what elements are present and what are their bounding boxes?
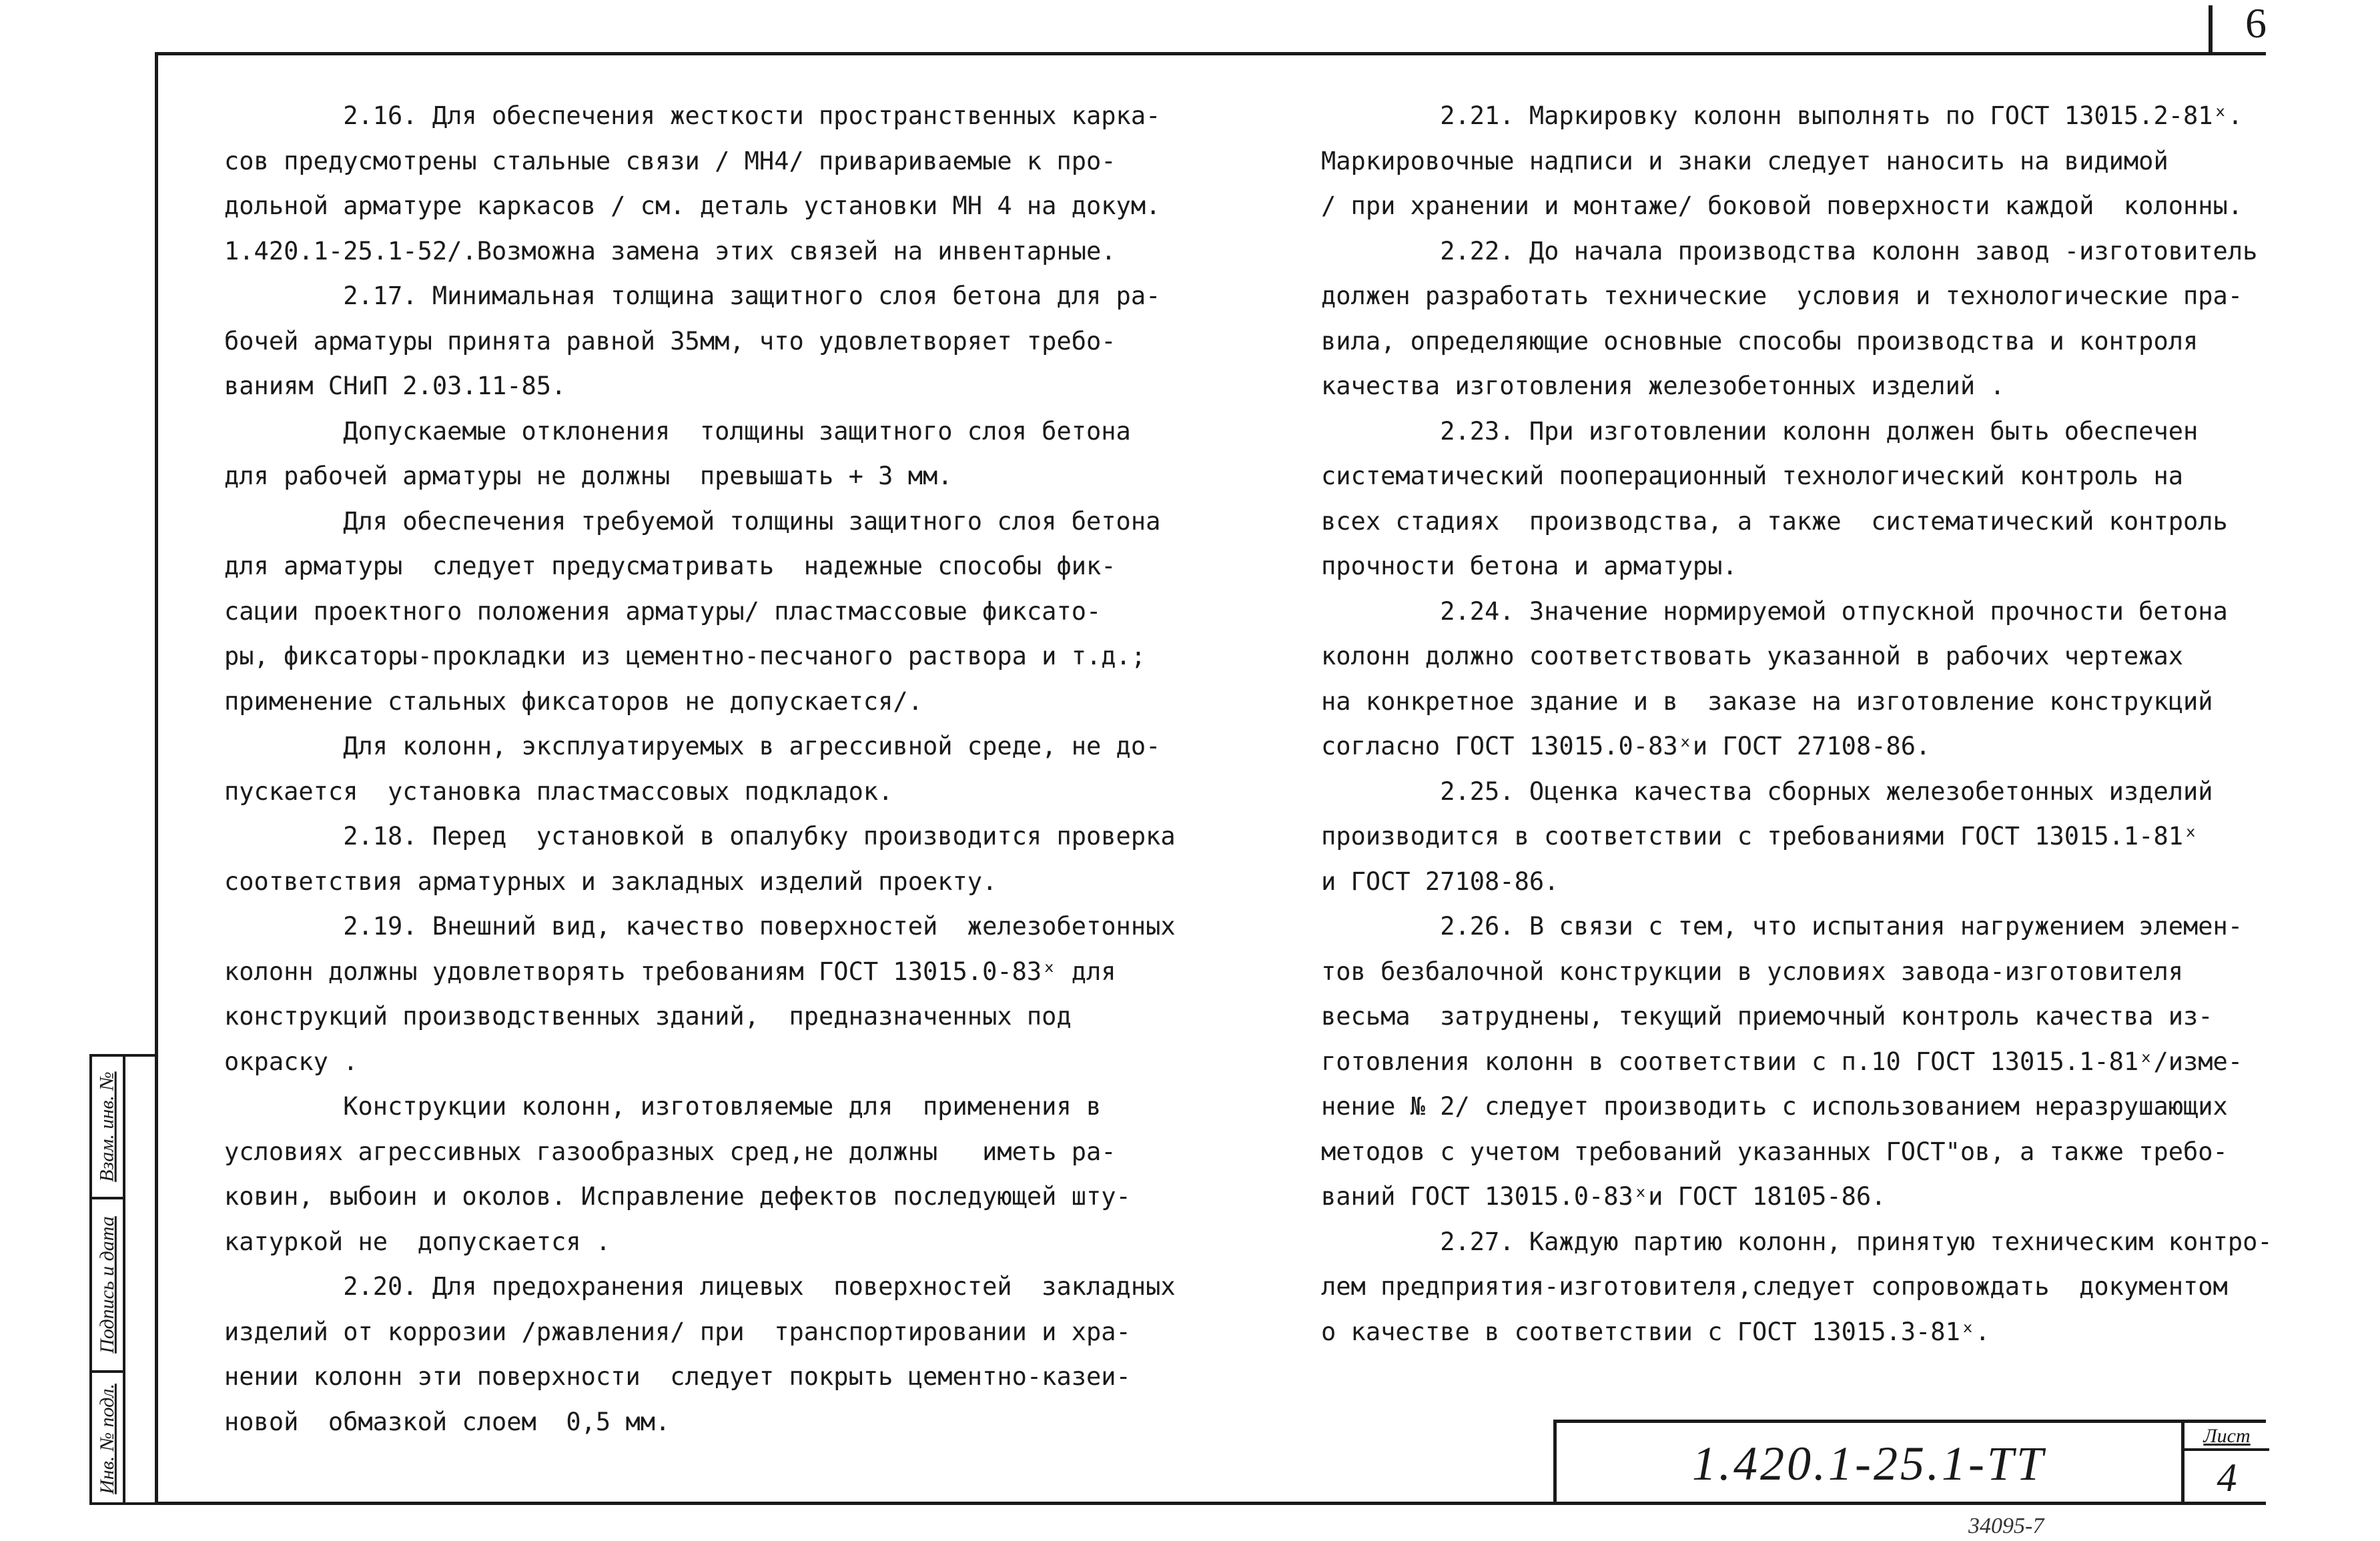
text-line: лем предприятия-изготовителя,следует сопровождать документом bbox=[1321, 1272, 2228, 1301]
text-line: изделий от коррозии /ржавления/ при транспортировании и хра- bbox=[224, 1317, 1131, 1346]
text-line: сов предусмотрены стальные связи / МН4/ привариваемые к про- bbox=[224, 146, 1116, 175]
text-line: 2.26. В связи с тем, что испытания нагружением элемен- bbox=[1321, 912, 2243, 941]
text-line: качества изготовления железобетонных изделий . bbox=[1321, 372, 2005, 400]
text-line: методов с учетом требований указанных ГОСТ"ов, а также требо- bbox=[1321, 1137, 2228, 1166]
text-line: должен разработать технические условия и технологические пра- bbox=[1321, 282, 2243, 310]
text-line: всех стадиях производства, а также систематический контроль bbox=[1321, 506, 2228, 536]
left-text-column bbox=[224, 93, 1176, 1444]
text-line: 2.19. Внешний вид, качество поверхностей железобетонных bbox=[224, 912, 1176, 941]
text-line: нении колонн эти поверхности следует покрыть цементно-казеи- bbox=[224, 1362, 1131, 1391]
text-line: на конкретное здание и в заказе на изготовление конструкций bbox=[1321, 686, 2213, 716]
text-line: 2.20. Для предохранения лицевых поверхностей закладных bbox=[224, 1272, 1176, 1301]
text-line: применение стальных фиксаторов не допускается/. bbox=[224, 686, 923, 716]
text-line: колонн должны удовлетворять требованиям ГОСТ 13015.0-83ˣ для bbox=[224, 957, 1116, 986]
text-line: ры, фиксаторы-прокладки из цементно-песчаного раствора и т.д.; bbox=[224, 642, 1146, 670]
text-line: о качестве в соответствии с ГОСТ 13015.3-81ˣ. bbox=[1321, 1317, 1990, 1346]
text-line: Допускаемые отклонения толщины защитного слоя бетона bbox=[224, 416, 1131, 446]
text-line: Конструкции колонн, изготовляемые для применения в bbox=[224, 1092, 1102, 1121]
side-stamp-signature-date: Подпись и дата bbox=[96, 1216, 118, 1354]
text-line: Для колонн, эксплуатируемых в агрессивной среде, не до- bbox=[224, 732, 1161, 760]
text-line: 2.25. Оценка качества сборных железобетонных изделий bbox=[1321, 777, 2213, 806]
sheet-cell bbox=[2181, 1423, 2269, 1505]
text-line: дольной арматуре каркасов / см. деталь установки МН 4 на докум. bbox=[224, 191, 1161, 220]
text-line: прочности бетона и арматуры. bbox=[1321, 552, 1737, 580]
page-number: 6 bbox=[2245, 0, 2267, 47]
text-line: 1.420.1-25.1-52/.Возможна замена этих связей на инвентарные. bbox=[224, 236, 1116, 266]
text-line: ковин, выбоин и околов. Исправление дефектов последующей шту- bbox=[224, 1182, 1131, 1211]
side-stamp-replaces-inv-cell bbox=[92, 1057, 123, 1197]
text-line: нение № 2/ следует производить с использованием неразрушающих bbox=[1321, 1092, 2228, 1121]
title-block bbox=[1553, 1420, 2266, 1505]
text-line: 2.18. Перед установкой в опалубку производится проверка bbox=[224, 822, 1176, 851]
text-line: вила, определяющие основные способы производства и контроля bbox=[1321, 326, 2199, 356]
text-line: готовления колонн в соответствии с п.10 ГОСТ 13015.1-81ˣ/изме- bbox=[1321, 1047, 2243, 1076]
side-stamp-inv-no: Инв. № подл. bbox=[96, 1384, 118, 1494]
side-stamp bbox=[89, 1054, 155, 1505]
text-line: ваний ГОСТ 13015.0-83ˣи ГОСТ 18105-86. bbox=[1321, 1182, 1886, 1211]
page-number-tick bbox=[2209, 5, 2213, 52]
text-line: новой обмазкой слоем 0,5 мм. bbox=[224, 1407, 671, 1436]
sheet-number: 4 bbox=[2217, 1456, 2237, 1500]
side-stamp-signature-cell bbox=[92, 1199, 123, 1370]
text-line: тов безбалочной конструкции в условиях завода-изготовителя bbox=[1321, 957, 2184, 986]
text-line: Для обеспечения требуемой толщины защитного слоя бетона bbox=[224, 506, 1161, 536]
text-line: 2.16. Для обеспечения жесткости пространственных карка- bbox=[224, 101, 1161, 130]
text-line: 2.24. Значение нормируемой отпускной прочности бетона bbox=[1321, 596, 2228, 626]
text-line: весьма затруднены, текущий приемочный контроль качества из- bbox=[1321, 1002, 2213, 1031]
text-line: для арматуры следует предусматривать надежные способы фик- bbox=[224, 552, 1116, 580]
text-line: бочей арматуры принята равной 35мм, что удовлетворяет требо- bbox=[224, 326, 1116, 356]
text-line: Маркировочные надписи и знаки следует наносить на видимой bbox=[1321, 146, 2168, 175]
document-code: 1.420.1-25.1-ТТ bbox=[1691, 1437, 2046, 1490]
text-line: 2.27. Каждую партию колонн, принятую техническим контро- bbox=[1321, 1227, 2273, 1256]
text-line: систематический пооперационный технологический контроль на bbox=[1321, 462, 2184, 490]
text-line: пускается установка пластмассовых подкладок. bbox=[224, 777, 893, 806]
sheet-label: Лист bbox=[2185, 1423, 2269, 1451]
text-line: для рабочей арматуры не должны превышать + 3 мм. bbox=[224, 462, 953, 490]
right-text-column bbox=[1321, 93, 2273, 1354]
text-line: сации проектного положения арматуры/ пластмассовые фиксато- bbox=[224, 596, 1102, 626]
side-stamp-vline bbox=[123, 1057, 125, 1502]
text-line: ваниям СНиП 2.03.11-85. bbox=[224, 372, 566, 400]
archive-number-fragment: 34095-7 bbox=[1968, 1514, 2044, 1538]
text-line: 2.21. Маркировку колонн выполнять по ГОСТ 13015.2-81ˣ. bbox=[1321, 101, 2243, 130]
side-stamp-inv-cell bbox=[92, 1373, 123, 1505]
text-line: производится в соответствии с требованиями ГОСТ 13015.1-81ˣ bbox=[1321, 822, 2199, 851]
text-line: и ГОСТ 27108-86. bbox=[1321, 867, 1559, 896]
text-line: / при хранении и монтаже/ боковой поверхности каждой колонны. bbox=[1321, 191, 2243, 220]
text-line: 2.22. До начала производства колонн завод -изготовитель bbox=[1321, 236, 2258, 266]
text-line: конструкций производственных зданий, предназначенных под bbox=[224, 1002, 1072, 1031]
text-line: катуркой не допускается . bbox=[224, 1227, 611, 1256]
text-line: колонн должно соответствовать указанной в рабочих чертежах bbox=[1321, 642, 2184, 670]
text-line: 2.17. Минимальная толщина защитного слоя бетона для ра- bbox=[224, 282, 1161, 310]
text-line: окраску . bbox=[224, 1047, 358, 1076]
side-stamp-replaces-inv: Взам. инв. № bbox=[96, 1071, 118, 1182]
text-line: соответствия арматурных и закладных изделий проекту. bbox=[224, 867, 998, 896]
text-line: согласно ГОСТ 13015.0-83ˣи ГОСТ 27108-86. bbox=[1321, 732, 1931, 760]
text-line: условиях агрессивных газообразных сред,не должны иметь ра- bbox=[224, 1137, 1116, 1166]
text-line: 2.23. При изготовлении колонн должен быть обеспечен bbox=[1321, 416, 2199, 446]
